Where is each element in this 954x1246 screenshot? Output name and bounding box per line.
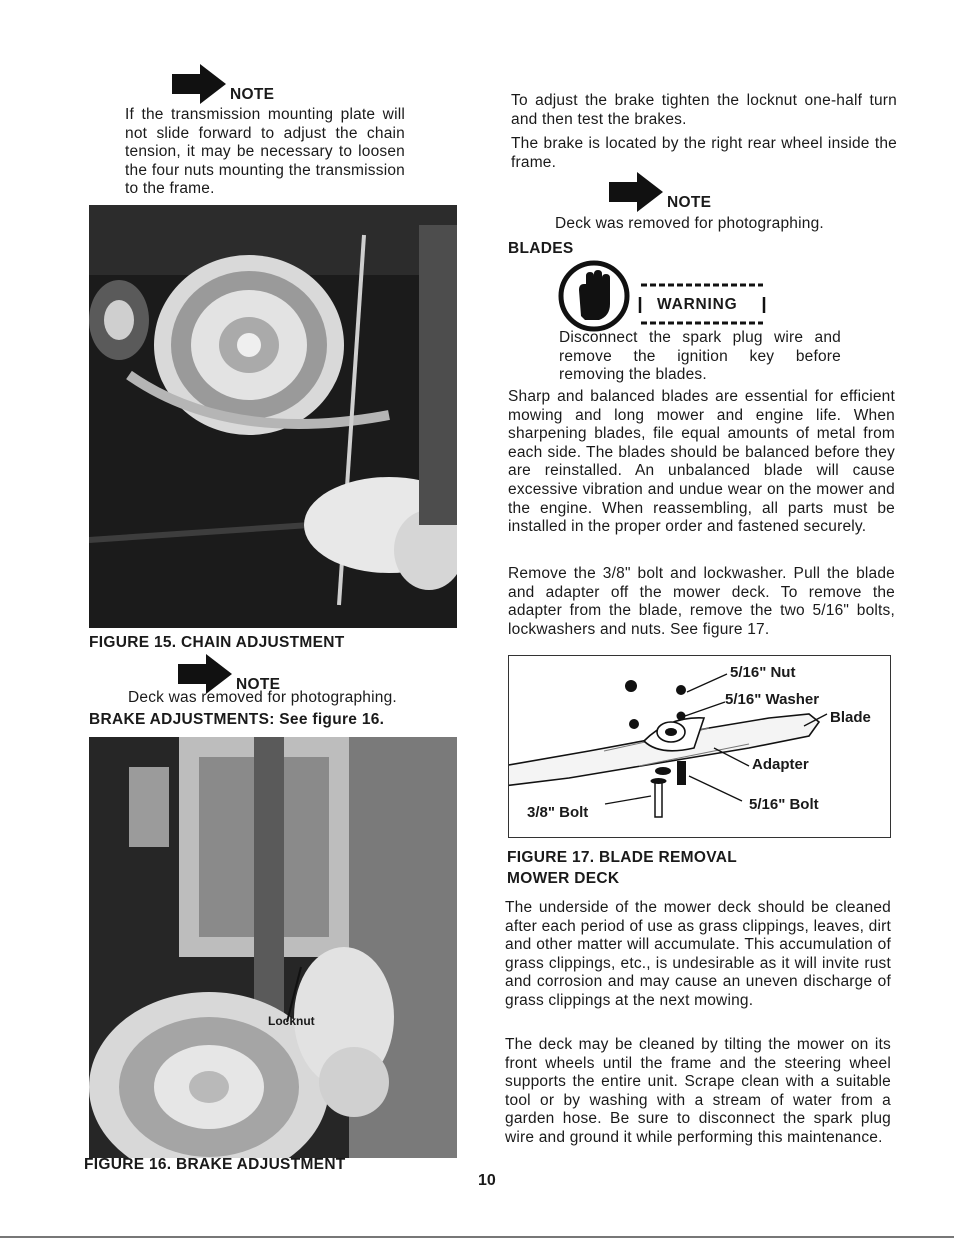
brake-adjustments-heading: BRAKE ADJUSTMENTS: See figure 16. bbox=[89, 711, 385, 728]
figure-16-caption: FIGURE 16. BRAKE ADJUSTMENT bbox=[84, 1156, 346, 1173]
right-arrow-icon bbox=[172, 64, 226, 104]
warning-text: Disconnect the spark plug wire and remove the ignition key before removing the blades. bbox=[559, 329, 841, 384]
figure-15-caption: FIGURE 15. CHAIN ADJUSTMENT bbox=[89, 634, 345, 651]
label-5-16-bolt: 5/16" Bolt bbox=[749, 796, 819, 813]
label-3-8-bolt: 3/8" Bolt bbox=[527, 804, 589, 821]
note-1-text: If the transmission mounting plate will not slide forward to adjust the chain tension, it may be necessary to loosen the four nuts mounting the transmission to the frame. bbox=[125, 106, 405, 198]
brake-paragraph-1: To adjust the brake tighten the locknut one-half turn and then test the brakes. bbox=[511, 92, 897, 128]
brake-paragraph-2: The brake is located by the right rear wheel inside the frame. bbox=[511, 135, 897, 171]
label-nut: 5/16" Nut bbox=[730, 664, 796, 681]
warning-label: WARNING bbox=[657, 296, 738, 313]
blades-heading: BLADES bbox=[508, 240, 574, 257]
right-arrow-icon bbox=[609, 172, 663, 212]
right-arrow-icon bbox=[178, 654, 232, 694]
figure-16-photo bbox=[89, 737, 457, 1158]
label-adapter: Adapter bbox=[752, 756, 809, 773]
warning-label-box bbox=[637, 281, 767, 327]
note-2-header bbox=[178, 654, 280, 694]
label-blade: Blade bbox=[830, 709, 871, 726]
note-3-text: Deck was removed for photographing. bbox=[555, 215, 824, 232]
page-number: 10 bbox=[478, 1172, 496, 1189]
hand-stop-icon bbox=[557, 260, 631, 332]
figure-15-photo bbox=[89, 205, 457, 628]
note-1-label: NOTE bbox=[230, 86, 275, 103]
note-2-label: NOTE bbox=[236, 676, 281, 693]
note-3-header bbox=[609, 172, 711, 212]
mower-deck-paragraph-1: The underside of the mower deck should be cleaned after each period of use as grass clippings, leaves, dirt and other matter will accumulate. This accumulation of grass clippings, etc., is undesirable as it will invite rust and corrosion and may cause an uneven discharge of grass clippings at the next mowing. bbox=[505, 899, 891, 1009]
blades-paragraph-1: Sharp and balanced blades are essential for efficient mowing and long mower and engine life. When sharpening blades, file equal amounts of metal from each side. The blades should be balanced before they are reinstalled. An unbalanced blade will cause excessive vibration and undue wear on the mower and the engine. When reassembling, all parts must be installed in the proper order and fastened securely. bbox=[508, 388, 895, 536]
note-3-label: NOTE bbox=[667, 194, 712, 211]
mower-deck-paragraph-2: The deck may be cleaned by tilting the mower on its front wheels until the frame and the steering wheel supports the entire unit. Scrape clean with a suitable tool or by washing with a stream of water from a garden hose. Be sure to disconnect the spark plug wire and ground it while performing this maintenance. bbox=[505, 1036, 891, 1146]
note-2-text: Deck was removed for photographing. bbox=[128, 689, 397, 706]
figure-17-diagram bbox=[508, 655, 891, 838]
note-1-header bbox=[172, 64, 274, 104]
figure-17-caption: FIGURE 17. BLADE REMOVAL bbox=[507, 849, 737, 866]
page-bottom-edge bbox=[0, 1236, 954, 1238]
mower-deck-heading: MOWER DECK bbox=[507, 870, 620, 887]
blades-paragraph-2: Remove the 3/8" bolt and lockwasher. Pull the blade and adapter off the mower deck. To remove the adapter from the blade, remove the two 5/16" bolts, lockwashers and nuts. See figure 17. bbox=[508, 565, 895, 638]
label-washer: 5/16" Washer bbox=[725, 691, 820, 708]
figure-16-locknut-callout: Locknut bbox=[268, 1014, 315, 1028]
